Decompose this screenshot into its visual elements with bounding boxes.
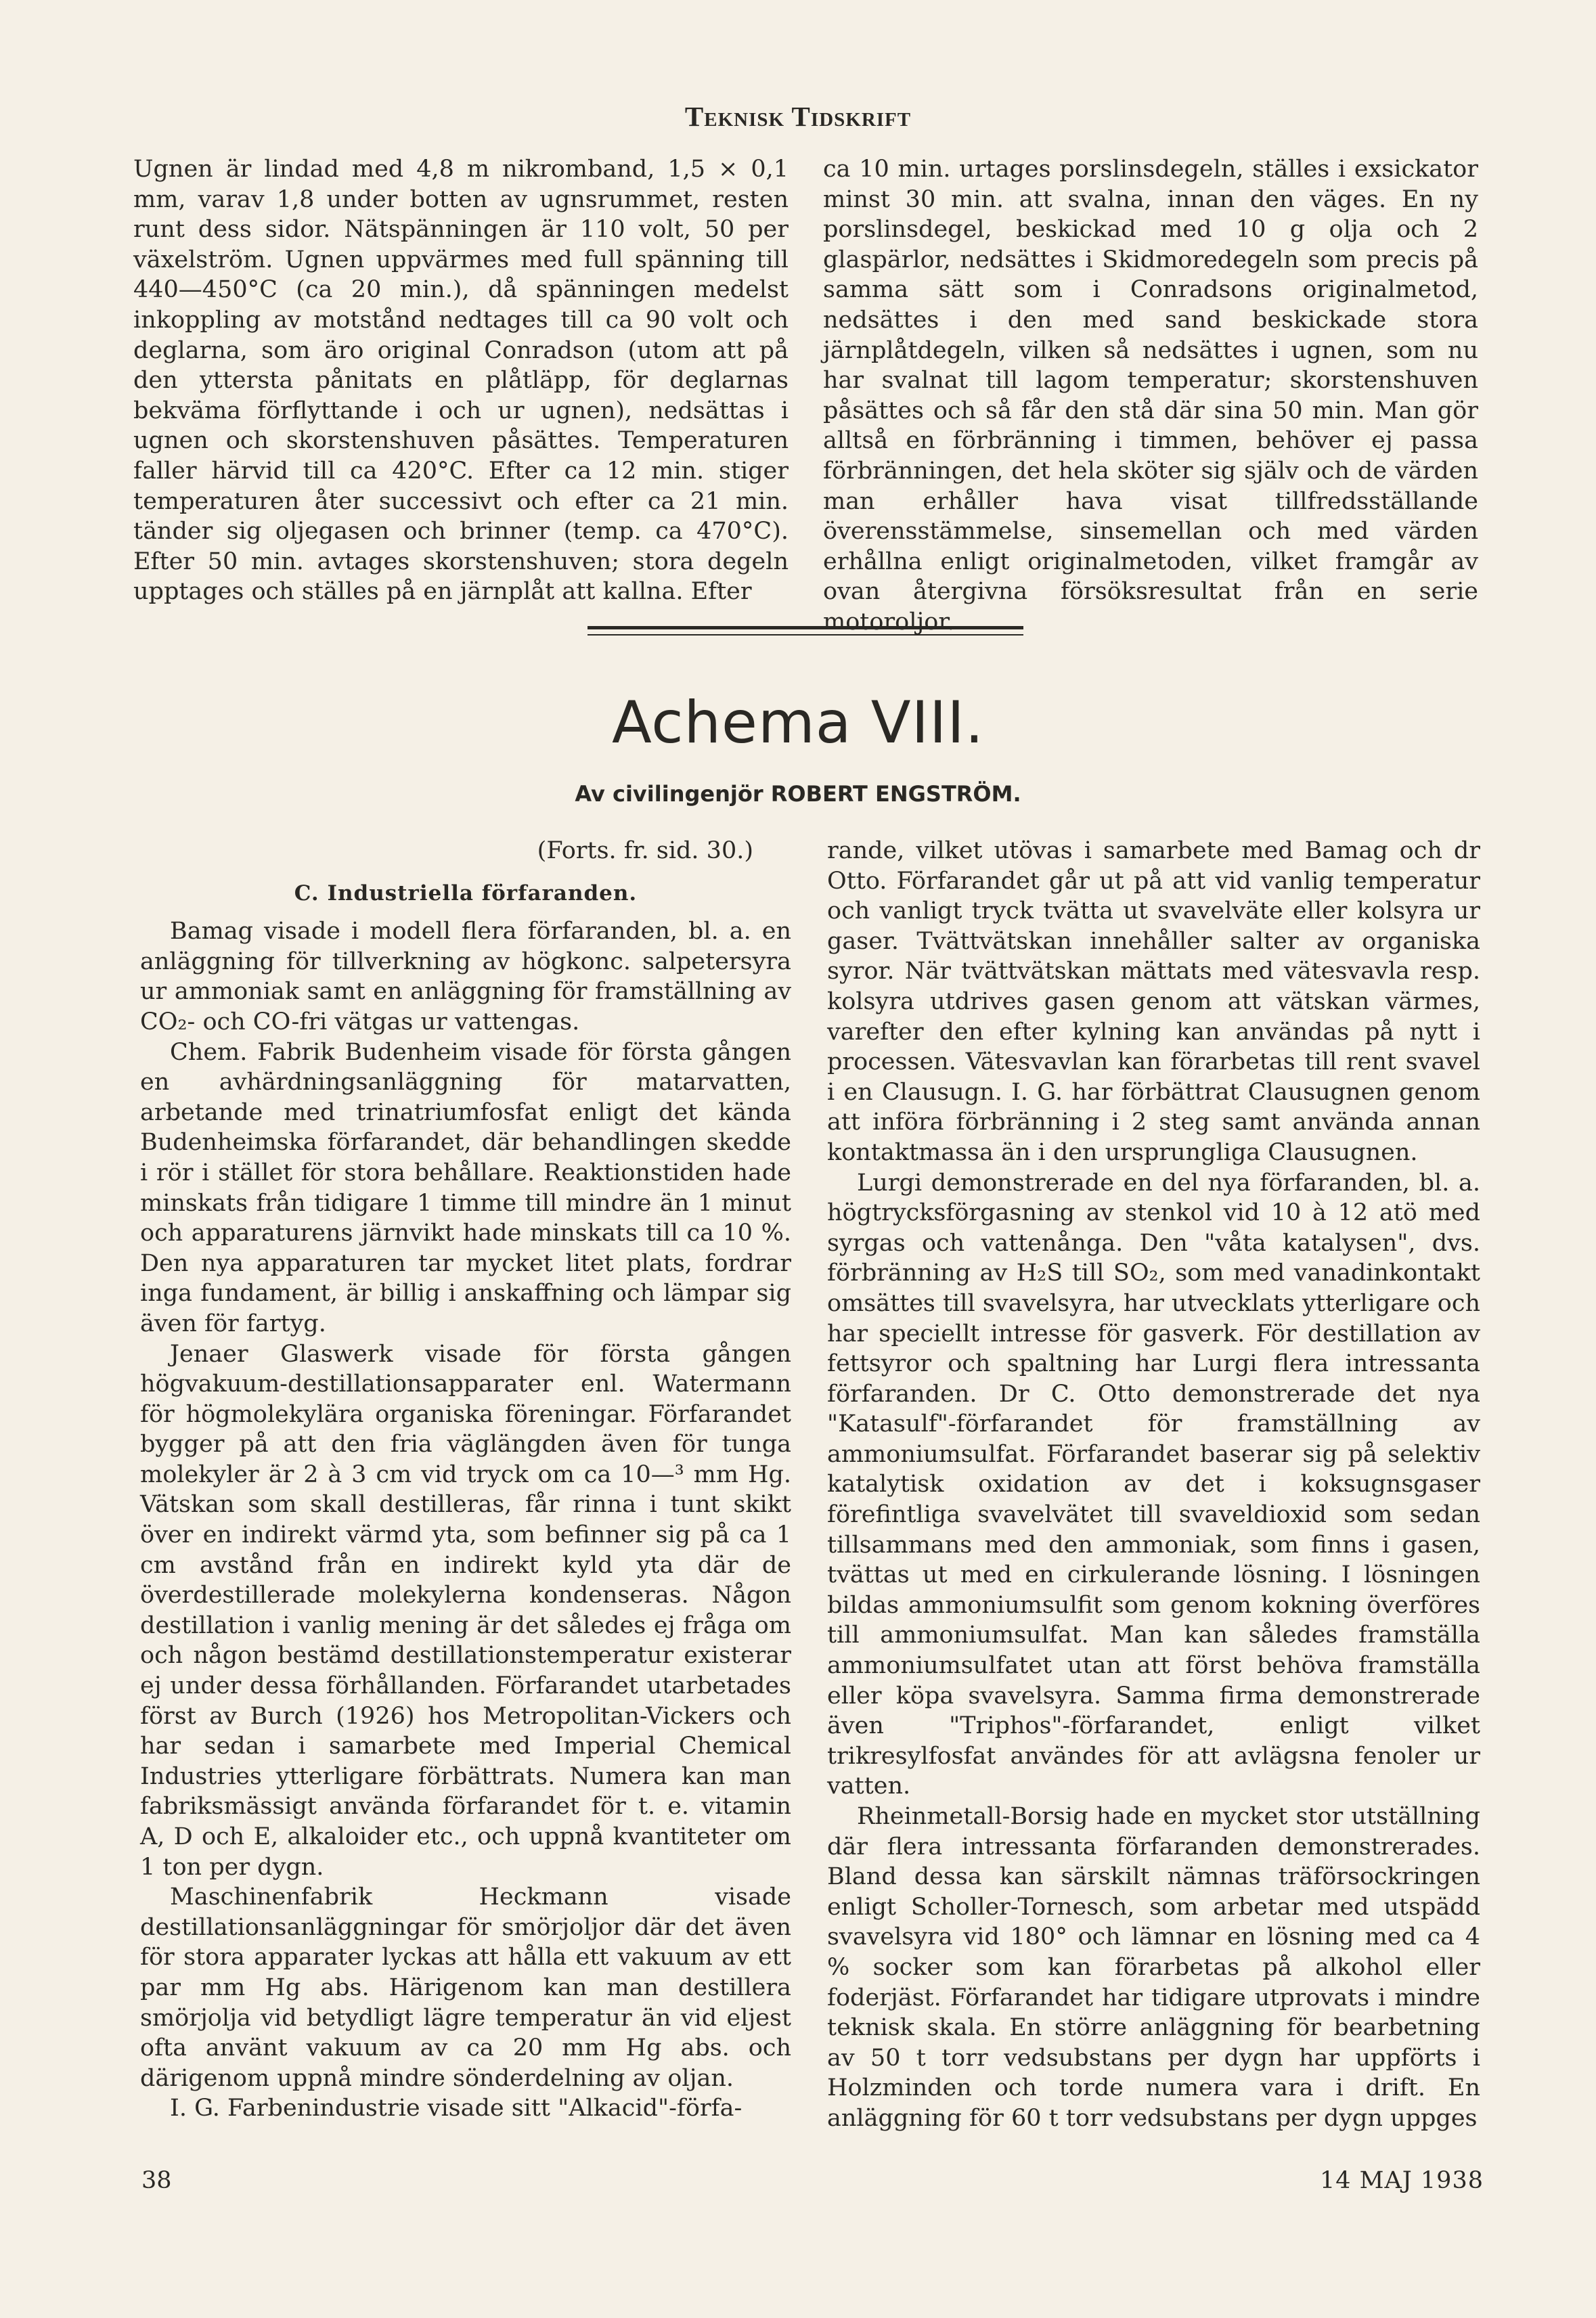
paragraph: Jenaer Glaswerk visade för första gången högvakuum-destillationsapparater enl. Watermann för högmolekylära organiska föreningar. Förfarandet bygger på att den fria väglängden även för tunga molekyler är 2 à 3 cm vid tryck om ca 10—³ mm Hg. Vätskan som skall destilleras, får rinna i tunt skikt över en indirekt värmd yta, som befinner sig på ca 1 cm avstånd från en indirekt kyld yta där de överdestillerade molekylerna kondenseras. Någon destillation i vanlig mening är det således ej fråga om och någon bestämd destillationstemperatur existerar ej under dessa förhållanden. Förfarandet utarbetades först av Burch (1926) hos Metropolitan-Vickers och har sedan i samarbete med Imperial Chemical Industries ytterligare förbättrats. Numera kan man fabriksmässigt använda förfarandet för t. e. vitamin A, D och E, alkaloider etc., och uppnå kvantiteter om 1 ton per dygn.	[140, 1340, 791, 1881]
paragraph: Bamag visade i modell flera förfaranden, bl. a. en anläggning för tillverkning av högkonc. salpetersyra ur ammoniak samt en anläggning för framställning av CO₂- och CO-fri vätgas ur vattengas.	[140, 918, 791, 1035]
section-divider	[588, 626, 1023, 636]
paragraph: Maschinenfabrik Heckmann visade destillationsanläggningar för smörjoljor där det även för stora apparater lyckas att hålla ett vakuum av ett par mm Hg abs. Härigenom kan man destillera smörjolja vid betydligt lägre temperatur än vid eljest ofta använt vakuum av ca 20 mm Hg abs. och därigenom uppnå mindre sönderdelning av oljan.	[140, 1884, 791, 2092]
top-right-column	[823, 154, 1478, 638]
paragraph: Chem. Fabrik Budenheim visade för första gången en avhärdningsanläggning för matarvatten, arbetande med trinatriumfosfat enligt det kända Budenheimska förfarandet, där behandlingen skedde i rör i stället för stora behållare. Reaktionstiden hade minskats från tidigare 1 timme till mindre än 1 minut och apparaturens järnvikt hade minskats till ca 10 %. Den nya apparaturen tar mycket litet plats, fordrar inga fundament, är billig i anskaffning och lämpar sig även för fartyg.	[140, 1038, 791, 1337]
paragraph: rande, vilket utövas i samarbete med Bamag och dr Otto. Förfarandet går ut på att vid vanlig temperatur och vanligt tryck tvätta ut svavelväte eller kolsyra ur gaser. Tvättvätskan innehåller salter av organiska syror. När tvättvätskan mättats med vätesvavla resp. kolsyra utdrives gasen genom att vätskan värmes, varefter den efter kylning kan användas på nytt i processen. Vätesvavlan kan förarbetas till rent svavel i en Clausugn. I. G. har förbättrat Clausugnen genom att införa förbränning i 2 steg samt använda annan kontaktmassa än i den ursprungliga Clausugnen.	[827, 837, 1480, 1166]
paragraph: I. G. Farbenindustrie visade sitt "Alkacid"-förfa-	[170, 2095, 742, 2122]
paragraph: ca 10 min. urtages porslinsdegeln, ställes i exsickator minst 30 min. att svalna, innan den väges. En ny porslinsdegel, beskickad med 10 g olja och 2 glaspärlor, nedsättes i Skidmoredegeln som precis på samma sätt som i Conradsons originalmetod, nedsättes i den med sand beskickade stora järnplåtdegeln, vilken så nedsättes i ugnen, som nu har svalnat till lagom temperatur; skorstenshuven påsättes och så får den stå där sina 50 min. Man gör alltså en förbränning i timmen, behöver ej passa förbränningen, det hela sköter sig själv och de värden man erhåller hava visat tillfredsställande överensstämmelse, sinsemellan och med värden erhållna enligt originalmetoden, vilket framgår av ovan återgivna försöksresultat från en serie motoroljor.	[823, 156, 1478, 636]
top-left-column	[133, 154, 789, 607]
journal-masthead: Teknisk Tidskrift	[684, 101, 912, 132]
paragraph: Ugnen är lindad med 4,8 m nikromband, 1,5 × 0,1 mm, varav 1,8 under botten av ugnsrummet, resten runt dess sidor. Nätspänningen är 110 volt, 50 per växelström. Ugnen uppvärmes med full spänning till 440—450°C (ca 20 min.), då spänningen medelst inkoppling av motstånd nedtages till ca 90 volt och deglarna, som äro original Conradson (utom att på den yttersta pånitats en plåtläpp, för deglarnas bekväma förflyttande i och ur ugnen), nedsättas i ugnen och skorstenshuven påsättes. Temperaturen faller härvid till ca 420°C. Efter ca 12 min. stiger temperaturen åter successivt och efter ca 21 min. tänder sig oljegasen och brinner (temp. ca 470°C). Efter 50 min. avtages skorstenshuven; stora degeln upptages och ställes på en järnplåt att kallna. Efter	[133, 156, 789, 606]
article-right-column	[827, 836, 1480, 2134]
continued-note: (Forts. fr. sid. 30.)	[537, 837, 753, 864]
article-left-column	[140, 836, 791, 2124]
paragraph: Lurgi demonstrerade en del nya förfaranden, bl. a. högtrycksförgasning av stenkol vid 10 à 12 atö med syrgas och vattenånga. Den "våta katalysen", dvs. förbränning av H₂S till SO₂, som med vanadinkontakt omsättes till svavelsyra, har utvecklats ytterligare och har speciellt intresse för gasverk. För destillation av fettsyror och spaltning har Lurgi flera intressanta förfaranden. Dr C. Otto demonstrerade det nya "Katasulf"-förfarandet för framställning av ammoniumsulfat. Förfarandet baserar sig på selektiv katalytisk oxidation av det i koksugnsgaser förefintliga svavelvätet till svaveldioxid som sedan tillsammans med den ammoniak, som finns i gasen, tvättas ut med en cirkulerande lösning. I lösningen bildas ammoniumsulfit som genom kokning överföres till ammoniumsulfat. Man kan således framställa ammoniumsulfatet utan att först behöva framställa eller köpa svavelsyra. Samma firma demonstrerade även "Triphos"-förfarandet, enligt vilket trikresylfosfat användes för att avlägsna fenoler ur vatten.	[827, 1169, 1480, 1800]
section-heading: C. Industriella förfaranden.	[294, 881, 638, 906]
article-byline: Av civilingenjör ROBERT ENGSTRÖM.	[575, 781, 1021, 807]
article-title: Achema VIII.	[611, 689, 985, 757]
page-number: 38	[141, 2167, 172, 2194]
issue-date: 14 MAJ 1938	[1319, 2167, 1484, 2194]
paragraph: Rheinmetall-Borsig hade en mycket stor utställning där flera intressanta förfaranden demonstrerades. Bland dessa kan särskilt nämnas träförsockringen enligt Scholler-Tornesch, som arbetar med utspädd svavelsyra vid 180° och lämnar en lösning med ca 4 % socker som kan förarbetas på alkohol eller foderjäst. Förfarandet har tidigare utprovats i mindre teknisk skala. En större anläggning för bearbetning av 50 t torr vedsubstans per dygn har uppförts i Holzminden och torde numera vara i drift. En anläggning för 60 t torr vedsubstans per dygn uppges	[827, 1803, 1480, 2132]
